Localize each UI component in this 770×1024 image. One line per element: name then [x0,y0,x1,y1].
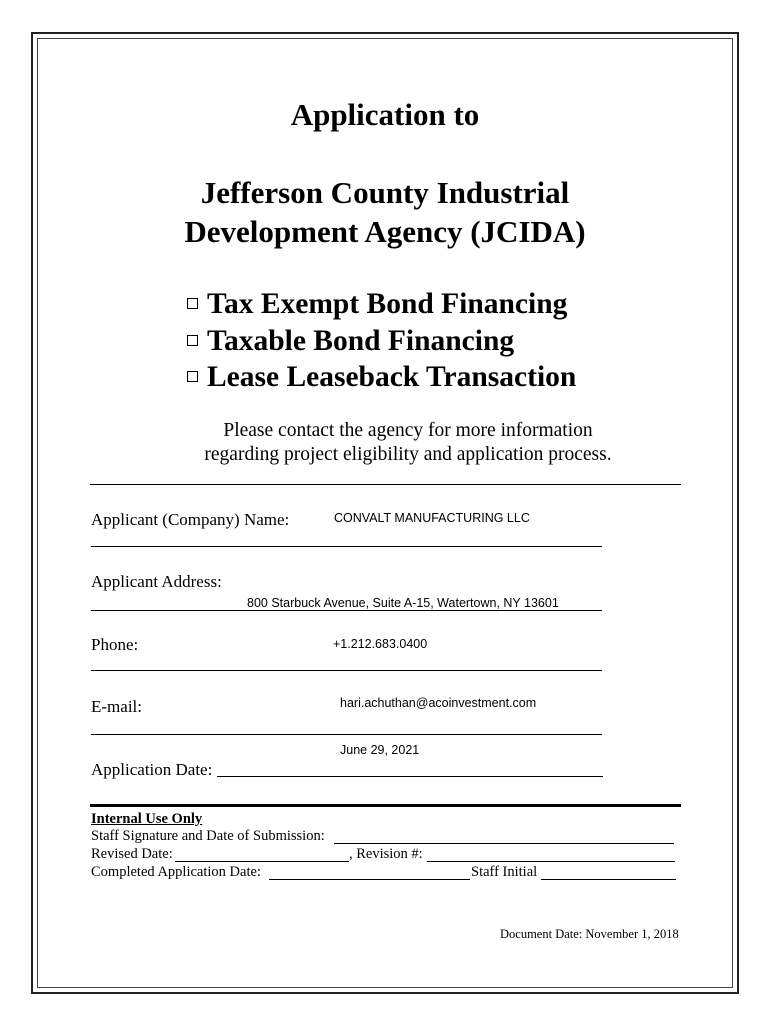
option-label: Taxable Bond Financing [207,325,515,357]
internal-use-heading: Internal Use Only [91,811,203,827]
revision-label: , Revision #: [349,846,423,862]
document-date: Document Date: November 1, 2018 [500,927,679,941]
email-label: E-mail: [91,697,142,716]
revision-line [427,861,675,862]
email-line [91,734,602,735]
revised-date-label: Revised Date: [91,846,173,862]
address-value[interactable]: 800 Starbuck Avenue, Suite A-15, Watertown, NY 13601 [247,596,559,610]
checkbox-icon[interactable] [187,371,198,382]
revised-date-line [175,861,349,862]
section-divider [90,484,681,485]
phone-line [91,670,602,671]
completed-date-line [269,879,470,880]
note-line-1: Please contact the agency for more information [223,420,593,441]
option-label: Lease Leaseback Transaction [207,361,577,393]
phone-label: Phone: [91,635,139,654]
address-line [91,610,602,611]
staff-initial-line [541,879,676,880]
title-line-2: Jefferson County Industrial [200,175,570,210]
address-label: Applicant Address: [91,572,222,591]
application-date-line [217,776,603,777]
application-date-value[interactable]: June 29, 2021 [340,743,420,757]
staff-signature-line [334,843,674,844]
application-date-label: Application Date: [91,760,213,779]
title-line-3: Development Agency (JCIDA) [184,214,586,249]
email-value[interactable]: hari.achuthan@acoinvestment.com [340,696,537,710]
company-name-line [91,546,602,547]
checkbox-icon[interactable] [187,335,198,346]
internal-divider [90,804,681,807]
option-lease-leaseback[interactable] [187,360,576,394]
title-line-1: Application to [290,97,480,132]
company-name-label: Applicant (Company) Name: [91,510,290,529]
option-taxable[interactable] [187,324,514,358]
staff-initial-label: Staff Initial [471,864,538,880]
staff-signature-label: Staff Signature and Date of Submission: [91,828,325,844]
note-line-2: regarding project eligibility and application process. [204,444,612,465]
option-tax-exempt[interactable] [187,287,567,321]
phone-value[interactable]: +1.212.683.0400 [333,637,428,651]
checkbox-icon[interactable] [187,298,198,309]
company-name-value[interactable]: CONVALT MANUFACTURING LLC [334,511,530,525]
completed-date-label: Completed Application Date: [91,864,261,880]
option-label: Tax Exempt Bond Financing [207,288,568,320]
